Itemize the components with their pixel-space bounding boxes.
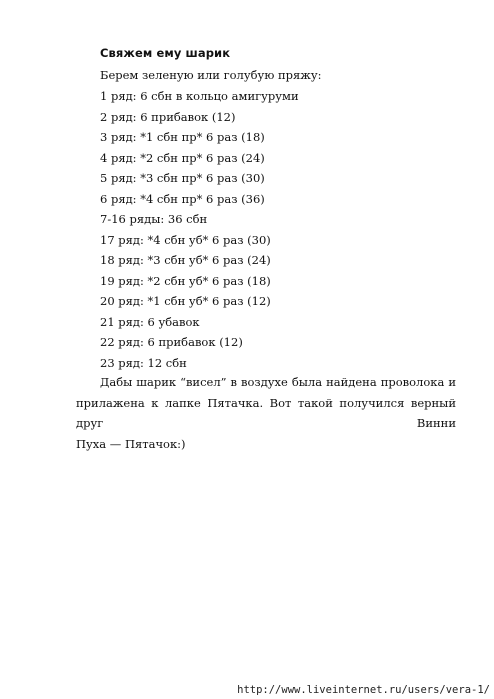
pattern-row: 22 ряд: 6 прибавок (12) bbox=[100, 335, 243, 349]
pattern-row: 21 ряд: 6 убавок bbox=[100, 314, 200, 329]
pattern-row: 7-16 ряды: 36 сбн bbox=[100, 212, 208, 226]
intro-line: Берем зеленую или голубую пряжу: bbox=[100, 68, 322, 82]
pattern-row: 1 ряд: 6 сбн в кольцо амигуруми bbox=[100, 89, 299, 103]
pattern-row: 3 ряд: *1 сбн пр* 6 раз (18) bbox=[100, 130, 265, 144]
section-heading: Свяжем ему шарик bbox=[100, 46, 231, 60]
closing-paragraph bbox=[76, 372, 456, 454]
paragraph-line: прилажена к лапке Пятачка. Вот такой получился верный друг Винни bbox=[76, 395, 456, 430]
pattern-row: 23 ряд: 12 сбн bbox=[100, 355, 187, 370]
pattern-rows-list bbox=[100, 89, 299, 376]
pattern-row: 4 ряд: *2 сбн пр* 6 раз (24) bbox=[100, 150, 265, 165]
paragraph-line: Пуха — Пятачок:) bbox=[76, 436, 186, 451]
pattern-row: 20 ряд: *1 сбн уб* 6 раз (12) bbox=[100, 294, 271, 308]
pattern-row: 19 ряд: *2 сбн уб* 6 раз (18) bbox=[100, 273, 271, 288]
pattern-row: 2 ряд: 6 прибавок (12) bbox=[100, 109, 236, 124]
pattern-row: 17 ряд: *4 сбн уб* 6 раз (30) bbox=[100, 232, 271, 247]
footer-url: http://www.liveinternet.ru/users/vera-1/ bbox=[237, 684, 490, 696]
pattern-row: 18 ряд: *3 сбн уб* 6 раз (24) bbox=[100, 253, 271, 267]
pattern-row: 6 ряд: *4 сбн пр* 6 раз (36) bbox=[100, 191, 265, 206]
pattern-row: 5 ряд: *3 сбн пр* 6 раз (30) bbox=[100, 171, 265, 185]
paragraph-line: Дабы шарик “висел” в воздухе была найдена проволока и bbox=[100, 375, 456, 389]
